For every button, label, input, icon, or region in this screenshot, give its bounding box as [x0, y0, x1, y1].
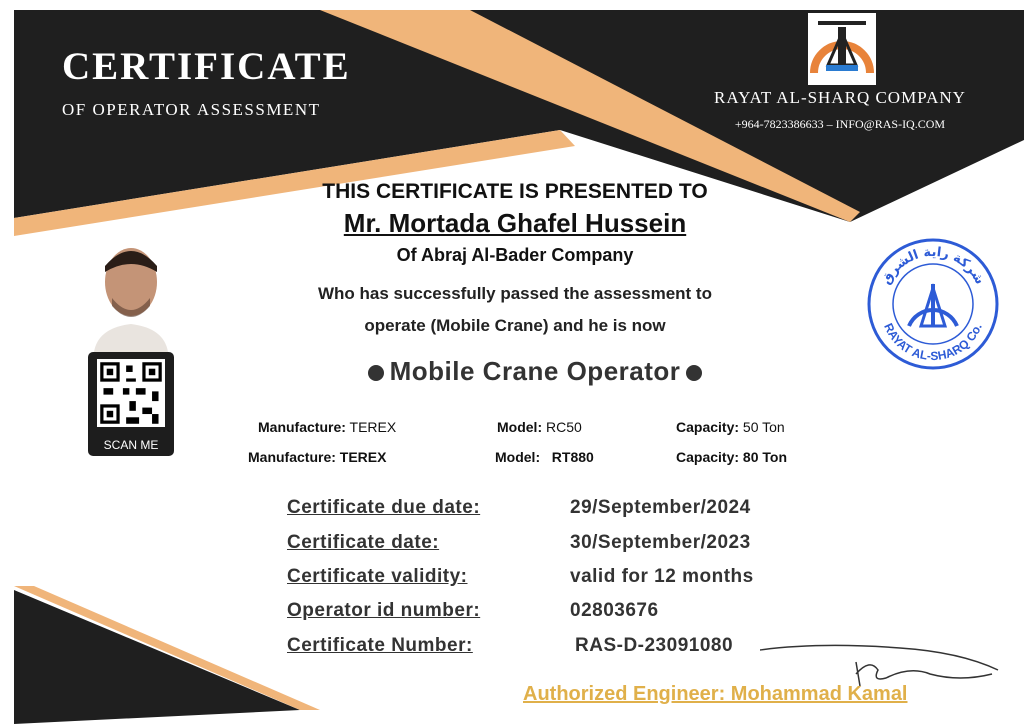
authorized-engineer: Authorized Engineer: Mohammad Kamal: [523, 683, 908, 705]
description-line-2: operate (Mobile Crane) and he is now: [364, 316, 666, 335]
recipient-name-wrapper: [230, 208, 800, 239]
certificate-number-label: Certificate Number:: [287, 635, 473, 656]
company-contact: +964-7823386633 – INFO@RAS-IQ.COM: [734, 117, 946, 131]
capacity-value: 80 Ton: [739, 449, 787, 465]
recipient-company: Of Abraj Al-Bader Company: [396, 245, 634, 265]
presented-to-heading: THIS CERTIFICATE IS PRESENTED TO: [322, 180, 708, 203]
capacity-value: 50 Ton: [739, 419, 785, 435]
validity-value: valid for 12 months: [570, 566, 754, 587]
stamp-top-text: شركة راية الشرق: [878, 244, 988, 288]
model-label: Model:: [495, 449, 541, 465]
role-title-row: [300, 356, 770, 387]
certificate-date-label: Certificate date:: [287, 532, 440, 553]
capacity-label: Capacity:: [676, 449, 740, 465]
operator-id-value: 02803676: [570, 600, 659, 621]
capacity-label: Capacity:: [676, 419, 740, 435]
manufacture-value: TEREX: [335, 449, 387, 465]
qr-code[interactable]: [88, 352, 174, 456]
manufacture-value: TEREX: [345, 419, 397, 435]
qr-code-icon: [97, 359, 165, 427]
due-date-value: 29/September/2024: [570, 497, 751, 518]
model-value: RC50: [542, 419, 582, 435]
oil-derrick-gear-logo-icon: [808, 13, 876, 85]
certificate-number-value: RAS-D-23091080: [575, 635, 734, 656]
model-value: RT880: [540, 449, 594, 465]
equipment-1-model: [497, 419, 582, 435]
bullet-right-icon: [686, 365, 702, 381]
bullet-left-icon: [368, 365, 384, 381]
company-stamp: [865, 236, 1001, 372]
equipment-2-capacity: [676, 449, 787, 465]
equipment-1-manufacture: [258, 419, 396, 435]
company-name: RAYAT AL-SHARQ COMPANY: [714, 88, 966, 107]
role-title: Mobile Crane Operator: [389, 356, 681, 386]
recipient-name: Mr. Mortada Ghafel Hussein: [343, 208, 687, 238]
operator-id-label: Operator id number:: [287, 600, 481, 621]
manufacture-label: Manufacture:: [258, 419, 346, 435]
due-date-label: Certificate due date:: [287, 497, 481, 518]
stamp-bottom-text: RAYAT AL-SHARQ Co.: [881, 321, 985, 364]
certificate-subtitle: OF OPERATOR ASSESSMENT: [62, 100, 321, 119]
manufacture-label: Manufacture:: [248, 449, 336, 465]
equipment-2-model: [495, 449, 594, 465]
description-line-1: Who has successfully passed the assessment to: [318, 284, 712, 303]
model-label: Model:: [497, 419, 543, 435]
certificate-date-value: 30/September/2023: [570, 532, 751, 553]
operator-photo: [88, 236, 174, 352]
validity-label: Certificate validity:: [287, 566, 468, 587]
equipment-2-manufacture: [248, 449, 386, 465]
qr-scan-label: SCAN ME: [103, 438, 159, 452]
footer-dark-band: [14, 590, 300, 724]
equipment-1-capacity: [676, 419, 785, 435]
certificate-title: CERTIFICATE: [62, 45, 351, 88]
